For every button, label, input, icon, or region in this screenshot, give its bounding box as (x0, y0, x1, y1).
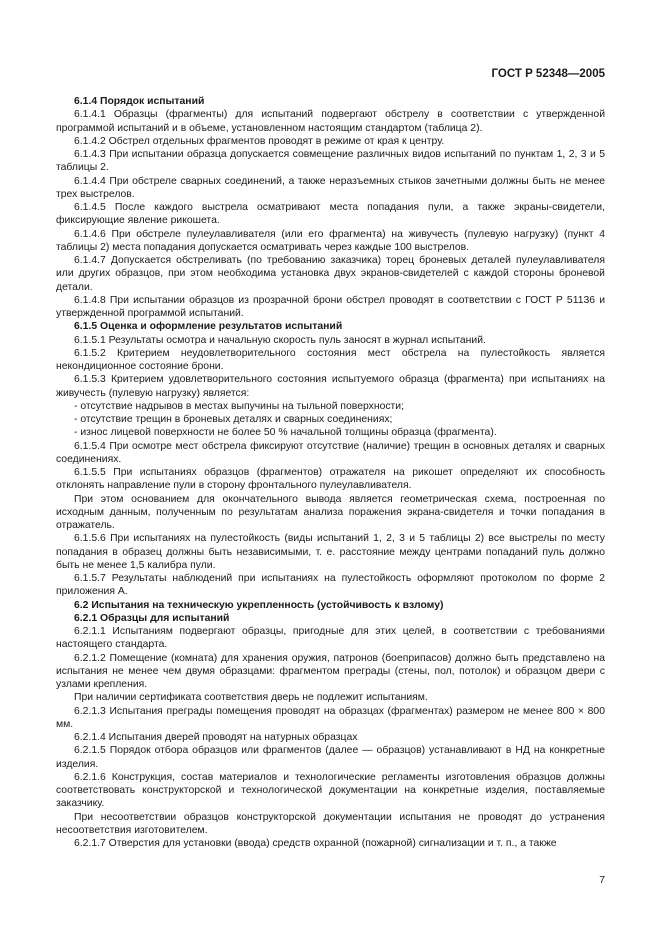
document-header: ГОСТ Р 52348—2005 (491, 68, 605, 80)
paragraph: 6.2.1.2 Помещение (комната) для хранения оружия, патронов (боеприпасов) должно быть представлено на испытания не менее чем двумя образцами: фрагментом преграды (стены, пол, потолок) и образцом двери с узлами крепления. (56, 652, 605, 690)
paragraph: 6.1.5.1 Результаты осмотра и начальную скорость пуль заносят в журнал испытаний. (74, 334, 486, 346)
paragraph: 6.1.4.5 После каждого выстрела осматривают места попадания пули, а также экраны-свидетели, фиксирующие явление рикошета. (56, 202, 605, 227)
section-heading: 6.1.5 Оценка и оформление результатов испытаний (74, 321, 343, 333)
paragraph: 6.1.4.7 Допускается обстреливать (по требованию заказчика) торец броневых деталей пулеулавливателя или других образцов, при этом необходима установка двух экранов-свидетелей с каждой стороны броневой детали. (56, 255, 605, 293)
paragraph: 6.1.4.3 При испытании образца допускается совмещение различных видов испытаний по пунктам 1, 2, 3 и 5 таблицы 2. (56, 149, 605, 174)
section-heading: 6.2 Испытания на техническую укрепленность (устойчивость к взлому) (74, 599, 444, 611)
paragraph: 6.1.4.4 При обстреле сварных соединений, а также неразъемных стыков зачетными должны быть не менее трех выстрелов. (56, 175, 605, 200)
paragraph: При несоответствии образцов конструкторской документации испытания не проводят до устранения несоответствия изготовителем. (56, 811, 605, 836)
section-heading: 6.2.1 Образцы для испытаний (74, 612, 230, 624)
paragraph: 6.2.1.7 Отверстия для установки (ввода) средств охранной (пожарной) сигнализации и т. п., а также (74, 838, 557, 849)
paragraph: 6.2.1.3 Испытания преграды помещения проводят на образцах (фрагментах) размером не менее 800 × 800 мм. (56, 705, 605, 730)
paragraph: 6.1.5.3 Критерием удовлетворительного состояния испытуемого образца (фрагмента) при испытаниях на живучесть (пулевую нагрузку) является: (56, 374, 605, 399)
paragraph: 6.2.1.5 Порядок отбора образцов или фрагментов (далее — образцов) устанавливают в НД на конкретные изделия. (56, 745, 605, 770)
paragraph: 6.1.5.5 При испытаниях образцов (фрагментов) отражателя на рикошет определяют их способность отклонять направление пули в сторону фронтального пулеулавливателя. (56, 467, 605, 492)
section-heading: 6.1.4 Порядок испытаний (74, 96, 205, 107)
paragraph: При наличии сертификата соответствия дверь не подлежит испытаниям. (74, 692, 428, 704)
paragraph: 6.2.1.4 Испытания дверей проводят на натурных образцах (74, 732, 358, 743)
paragraph: 6.1.4.6 При обстреле пулеулавливателя (или его фрагмента) на живучесть (пулевую нагрузку) (пункт 4 таблицы 2) места попадания допускается осматривать через каждые 100 выстрелов. (56, 228, 605, 253)
list-item: - отсутствие надрывов в местах выпучины на тыльной поверхности; (74, 400, 405, 412)
list-item: - отсутствие трещин в броневых деталях и сварных соединениях; (74, 414, 393, 425)
page-number: 7 (599, 875, 605, 886)
paragraph: 6.1.5.6 При испытаниях на пулестойкость (виды испытаний 1, 2, 3 и 5 таблицы 2) все выстрелы по месту попадания в образец должны быть независимыми, т. е. расстояние между центрами попаданий пуль должно быть не менее 1,5 калибра пули. (56, 533, 605, 571)
paragraph: 6.1.5.2 Критерием неудовлетворительного состояния мест обстрела на пулестойкость является некондиционное состояние брони. (56, 347, 605, 372)
paragraph: 6.1.4.8 При испытании образцов из прозрачной брони обстрел проводят в соответствии с ГОСТ Р 51136 и утвержденной программой испытаний. (56, 294, 605, 319)
paragraph: 6.2.1.6 Конструкция, состав материалов и технологические регламенты изготовления образцов должны соответствовать конструкторской и технологической документации на конкретные изделия, поставляемые заказчику. (56, 771, 605, 810)
paragraph: При этом основанием для окончательного вывода является геометрическая схема, построенная по исходным данным, полученным по результатам анализа поражения экрана-свидетеля и точки попадания в отражатель. (56, 493, 605, 531)
paragraph: 6.1.4.1 Образцы (фрагменты) для испытаний подвергают обстрелу в соответствии с утвержденной программой испытаний и в объеме, установленном настоящим стандартом (таблица 2). (56, 109, 605, 134)
document-body (56, 95, 605, 850)
paragraph: 6.1.5.7 Результаты наблюдений при испытаниях на пулестойкость оформляют протоколом по форме 2 приложения А. (56, 573, 605, 598)
paragraph: 6.2.1.1 Испытаниям подвергают образцы, пригодные для этих целей, в соответствии с требованиями настоящего стандарта. (56, 626, 605, 651)
list-item: - износ лицевой поверхности не более 50 % начальной толщины образца (фрагмента). (74, 427, 497, 439)
paragraph: 6.1.5.4 При осмотре мест обстрела фиксируют отсутствие (наличие) трещин в основных деталях и сварных соединениях. (56, 440, 605, 465)
paragraph: 6.1.4.2 Обстрел отдельных фрагментов проводят в режиме от края к центру. (74, 135, 445, 147)
